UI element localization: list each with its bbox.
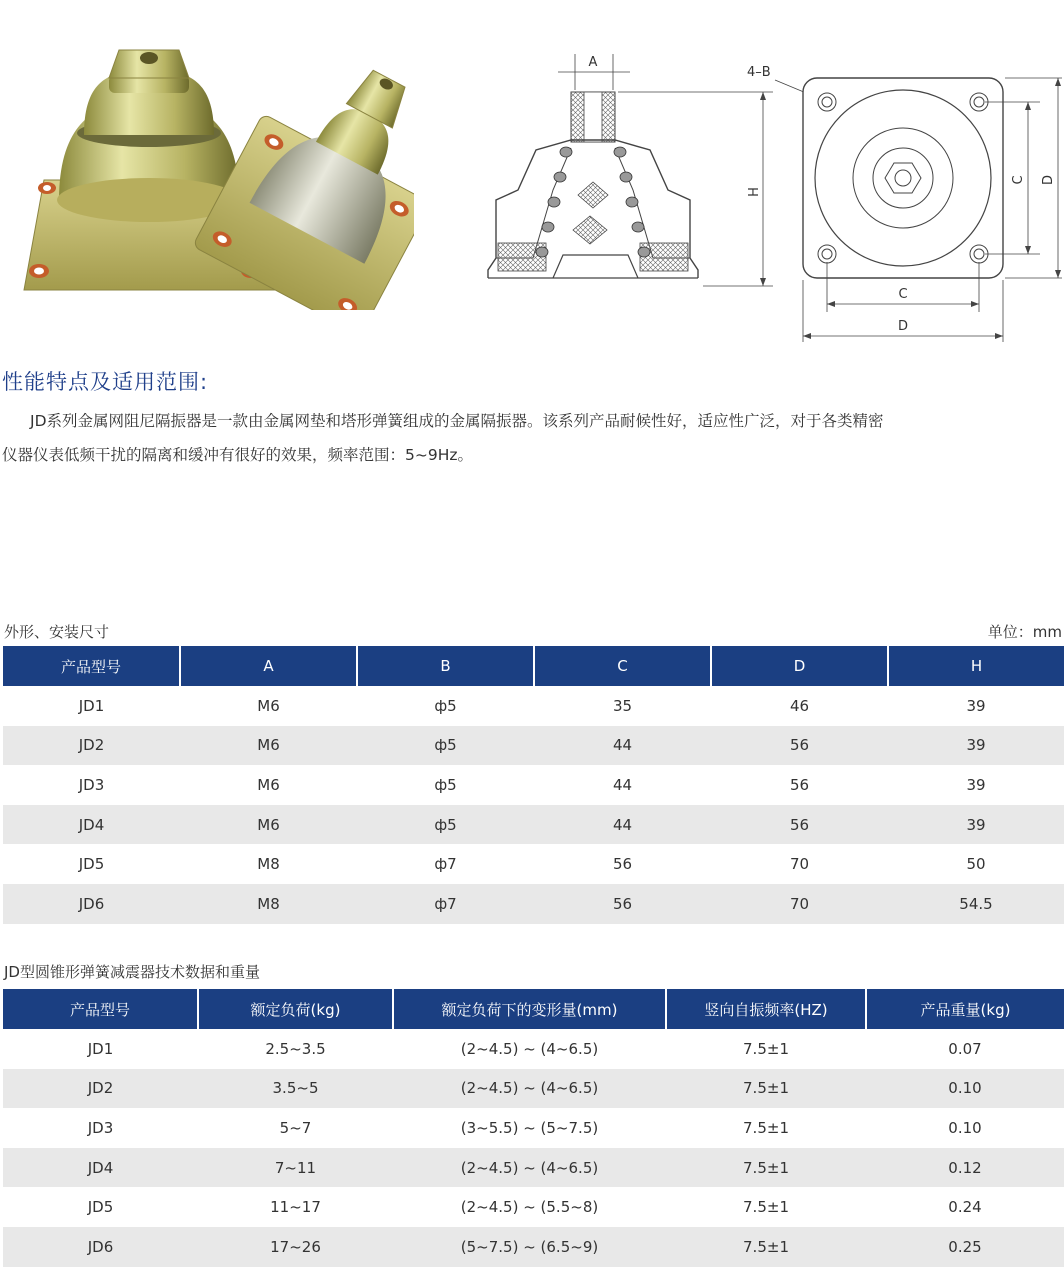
table-cell: JD1 <box>87 1039 114 1058</box>
vibration-isolator-photo <box>14 40 414 310</box>
table-cell: JD5 <box>87 1198 114 1217</box>
header-b: B <box>357 646 534 686</box>
table-cell: 7.5±1 <box>743 1118 789 1137</box>
figure-row <box>0 0 1064 350</box>
table-cell: 0.07 <box>948 1039 982 1058</box>
header-frequency: 竖向自振频率(HZ) <box>666 989 866 1029</box>
table-row <box>3 1227 1064 1267</box>
section-title: 性能特点及适用范围: <box>2 370 209 394</box>
table-cell: 3.5~5 <box>198 1069 393 1109</box>
table-row <box>3 726 1064 766</box>
unit-label: 单位：mm <box>987 623 1062 641</box>
table-cell: 17~26 <box>198 1227 393 1267</box>
table-cell: ф5 <box>357 726 534 766</box>
table-cell: 56 <box>711 805 888 845</box>
table-cell: 70 <box>789 855 810 874</box>
table-cell: 0.10 <box>948 1118 982 1137</box>
dim-label-c-horizontal: C <box>898 287 908 302</box>
table-cell: 7.5±1 <box>743 1198 789 1217</box>
table-row <box>3 686 1064 726</box>
table-cell: ф7 <box>357 884 534 924</box>
table-row <box>3 1148 1064 1188</box>
tech-table-caption: JD型圆锥形弹簧减震器技术数据和重量 <box>4 963 260 981</box>
header-weight: 产品重量(kg) <box>866 989 1064 1029</box>
table-cell: JD4 <box>3 805 180 845</box>
table-row <box>3 805 1064 845</box>
dimensions-table <box>3 646 1064 924</box>
table-cell: JD2 <box>3 1069 198 1109</box>
dim-label-d-horizontal: D <box>897 319 909 334</box>
table-cell: M6 <box>180 726 357 766</box>
table-cell: 0.25 <box>866 1227 1064 1267</box>
tech-data-table <box>3 989 1064 1267</box>
dim-label-b: 4–B <box>747 65 771 80</box>
table-cell: 50 <box>966 855 986 874</box>
table-cell: JD3 <box>87 1118 114 1137</box>
table-cell: (2~4.5) ~ (4~6.5) <box>393 1148 666 1188</box>
table-row <box>3 884 1064 924</box>
table-cell: JD1 <box>78 696 105 715</box>
header-model: 产品型号 <box>3 646 180 686</box>
table-cell: 35 <box>612 696 633 715</box>
table-cell: JD6 <box>3 884 180 924</box>
table-cell: (2~4.5) ~ (4~6.5) <box>460 1039 599 1058</box>
table-cell: 44 <box>534 726 711 766</box>
dimensions-table-caption: 外形、安装尺寸 <box>4 623 110 641</box>
table-cell: 5~7 <box>279 1118 312 1137</box>
header-c: C <box>534 646 711 686</box>
description-line-2: 仪器仪表低频干扰的隔离和缓冲有很好的效果，频率范围：5~9Hz。 <box>2 446 474 464</box>
tech-table-header <box>3 989 1064 1029</box>
table-row <box>3 765 1064 805</box>
table-cell: (2~4.5) ~ (5.5~8) <box>460 1198 599 1217</box>
table-cell: (5~7.5) ~ (6.5~9) <box>393 1227 666 1267</box>
table-row <box>3 844 1064 884</box>
table-cell: 7.5±1 <box>666 1148 866 1188</box>
table-cell: 11~17 <box>270 1198 321 1217</box>
dim-label-c-vertical: C <box>1011 175 1026 185</box>
table-cell: JD6 <box>3 1227 198 1267</box>
table-cell: ф5 <box>357 805 534 845</box>
table-row <box>3 1187 1064 1227</box>
section-description <box>2 404 1064 472</box>
dim-label-d-vertical: D <box>1041 174 1056 186</box>
table-cell: 7.5±1 <box>666 1227 866 1267</box>
description-line-1: JD系列金属网阻尼隔振器是一款由金属网垫和塔形弹簧组成的金属隔振器。该系列产品耐候性好，适应性广泛，对于各类精密 <box>30 412 884 430</box>
dimensions-table-header <box>3 646 1064 686</box>
table-row <box>3 1069 1064 1109</box>
table-cell: M8 <box>180 884 357 924</box>
table-row <box>3 1029 1064 1069</box>
table-cell: M8 <box>257 855 280 874</box>
table-cell: M6 <box>180 805 357 845</box>
table-cell: 2.5~3.5 <box>265 1039 326 1058</box>
table-cell: 7.5±1 <box>743 1039 789 1058</box>
table-cell: 56 <box>612 855 633 874</box>
table-cell: ф7 <box>434 855 457 874</box>
table-cell: 0.10 <box>866 1069 1064 1109</box>
header-d: D <box>711 646 888 686</box>
table-cell: 46 <box>789 696 810 715</box>
table-cell: 44 <box>534 805 711 845</box>
table-cell: ф5 <box>434 775 457 794</box>
table-cell: M6 <box>257 696 280 715</box>
table-cell: (2~4.5) ~ (4~6.5) <box>393 1069 666 1109</box>
table-cell: 0.24 <box>948 1198 982 1217</box>
table-cell: 39 <box>966 775 986 794</box>
table-row <box>3 1108 1064 1148</box>
header-a: A <box>180 646 357 686</box>
table-cell: 70 <box>711 884 888 924</box>
table-cell: 44 <box>612 775 633 794</box>
table-cell: 7.5±1 <box>666 1069 866 1109</box>
side-section-drawing <box>478 40 778 300</box>
table-cell: (3~5.5) ~ (5~7.5) <box>460 1118 599 1137</box>
table-cell: 39 <box>966 696 986 715</box>
table-cell: 39 <box>888 805 1064 845</box>
table-cell: M6 <box>257 775 280 794</box>
header-model: 产品型号 <box>3 989 198 1029</box>
table-cell: 54.5 <box>888 884 1064 924</box>
table-cell: ф5 <box>434 696 457 715</box>
table-cell: JD2 <box>3 726 180 766</box>
table-cell: 56 <box>534 884 711 924</box>
top-view-drawing <box>745 50 1064 350</box>
dim-label-h: H <box>747 187 762 197</box>
header-rated-load: 额定负荷(kg) <box>198 989 393 1029</box>
table-cell: JD4 <box>3 1148 198 1188</box>
table-cell: JD3 <box>78 775 105 794</box>
table-cell: 0.12 <box>866 1148 1064 1188</box>
header-h: H <box>888 646 1064 686</box>
table-cell: 56 <box>789 775 810 794</box>
table-cell: 56 <box>711 726 888 766</box>
dim-label-a: A <box>588 55 598 70</box>
table-cell: 7~11 <box>198 1148 393 1188</box>
header-deformation: 额定负荷下的变形量(mm) <box>393 989 666 1029</box>
table-cell: JD5 <box>78 855 105 874</box>
table-cell: 39 <box>888 726 1064 766</box>
